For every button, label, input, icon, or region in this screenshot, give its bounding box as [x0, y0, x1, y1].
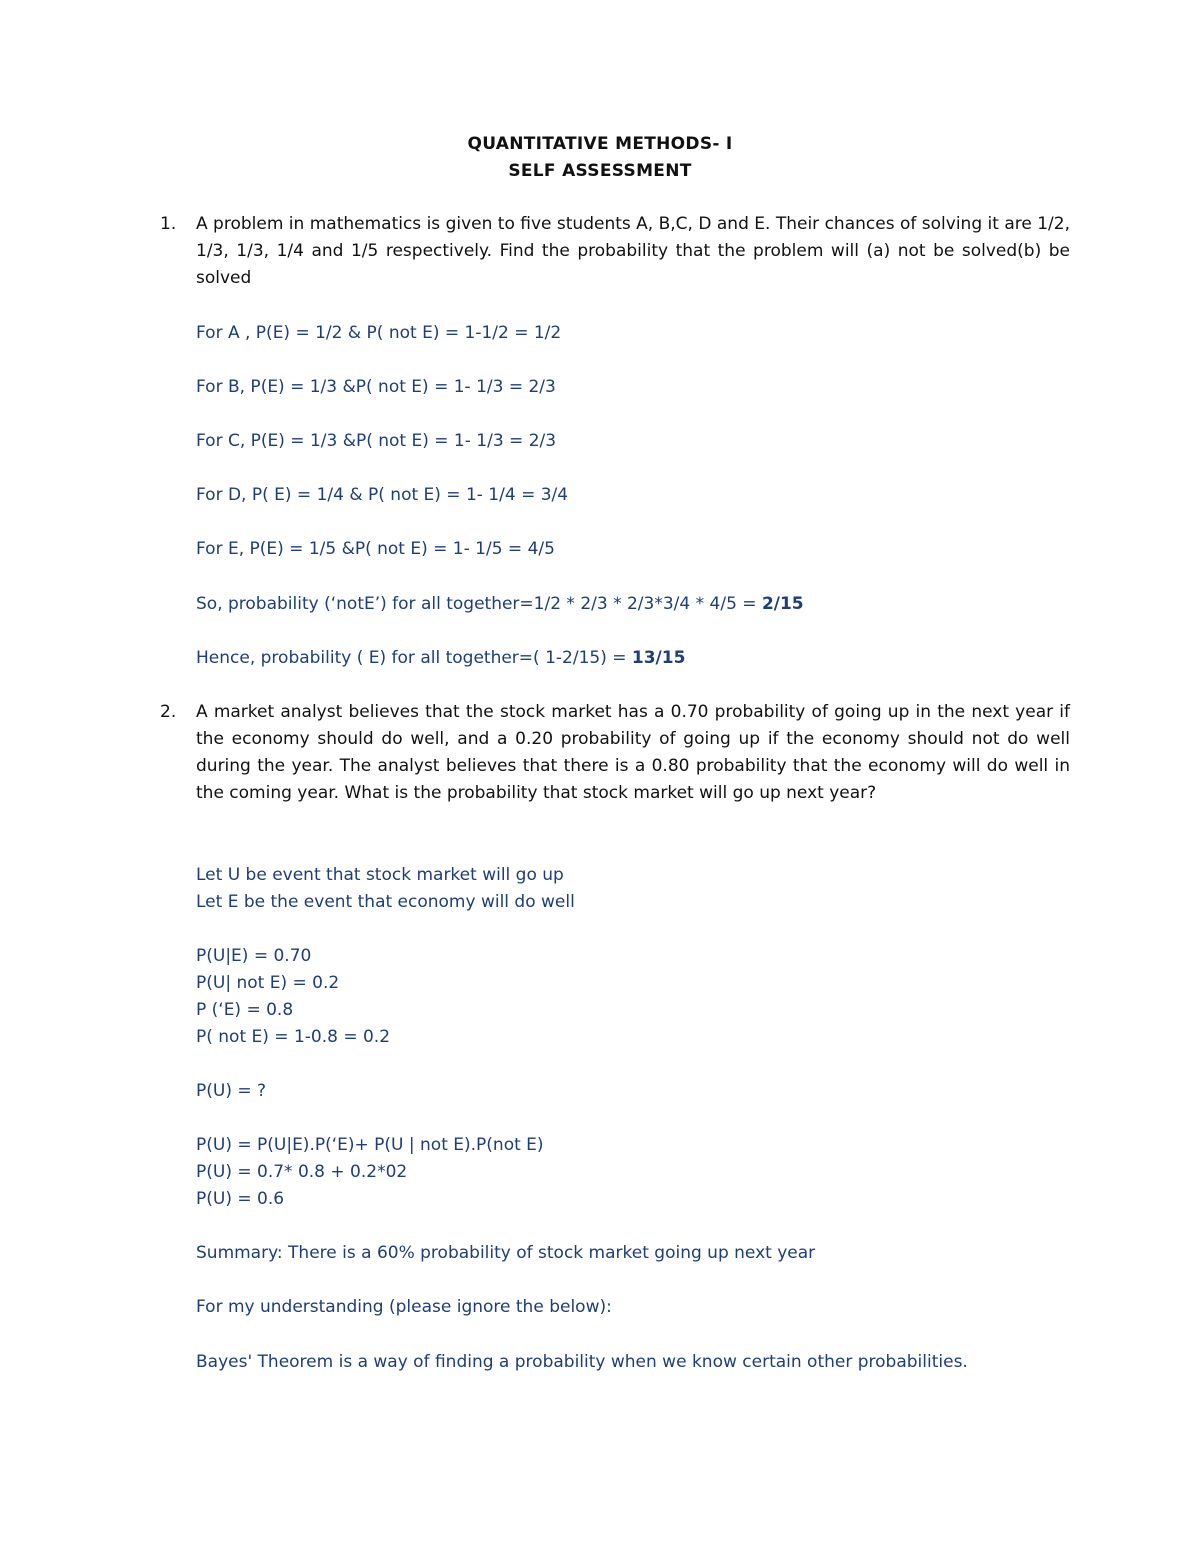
given-3: P (‘E) = 0.8 [196, 1000, 294, 1020]
question-1-text: A problem in mathematics is given to five students A, B,C, D and E. Their chances of solving it are 1/2, 1/3, 1/3, 1/4 and 1/5 respectively. Find the probability that the problem will (a) not be solved(b) be solved [196, 214, 1070, 288]
definition-u: Let U be event that stock market will go up [196, 865, 564, 885]
answer-line-d: For D, P( E) = 1/4 & P( not E) = 1- 1/4 = 3/4 [196, 485, 569, 505]
answer-line-c: For C, P(E) = 1/3 &P( not E) = 1- 1/3 = 2/3 [196, 431, 557, 451]
given-4: P( not E) = 1-0.8 = 0.2 [196, 1027, 391, 1047]
answer-line-e: For E, P(E) = 1/5 &P( not E) = 1- 1/5 = 4/5 [196, 539, 555, 559]
step-2: P(U) = 0.7* 0.8 + 0.2*02 [196, 1162, 408, 1182]
question-2-text: A market analyst believes that the stock market has a 0.70 probability of going up in the next year if the economy should do well, and a 0.20 probability of going up if the economy should not do well during the year. The analyst believes that there is a 0.80 probability that the economy will do well in the coming year. What is the probability that stock market will go up next year? [196, 702, 1070, 803]
definition-e: Let E be the event that economy will do well [196, 892, 575, 912]
summary-text: Summary: There is a 60% probability of stock market going up next year [196, 1243, 816, 1263]
document-title: QUANTITATIVE METHODS- I [467, 134, 733, 154]
step-3: P(U) = 0.6 [196, 1189, 285, 1209]
step-1: P(U) = P(U|E).P(‘E)+ P(U | not E).P(not E) [196, 1135, 544, 1155]
answer-line-b: For B, P(E) = 1/3 &P( not E) = 1- 1/3 = 2/3 [196, 377, 556, 397]
answer-not-solved-text: So, probability (‘notE’) for all together=1/2 * 2/3 * 2/3*3/4 * 4/5 = [196, 594, 762, 614]
document-subtitle: SELF ASSESSMENT [508, 161, 692, 181]
answer-solved-result: 13/15 [631, 648, 686, 668]
answer-solved [196, 645, 685, 672]
answer-not-solved [196, 591, 804, 618]
given-2: P(U| not E) = 0.2 [196, 973, 340, 993]
question-1-number: 1. [160, 214, 177, 234]
bayes-text: Bayes' Theorem is a way of finding a probability when we know certain other probabilities. [196, 1352, 968, 1372]
answer-not-solved-result: 2/15 [761, 594, 804, 614]
given-1: P(U|E) = 0.70 [196, 946, 312, 966]
answer-solved-text: Hence, probability ( E) for all together=( 1-2/15) = [196, 648, 632, 668]
note-text: For my understanding (please ignore the below): [196, 1297, 612, 1317]
find-expression: P(U) = ? [196, 1081, 267, 1101]
question-2-number: 2. [160, 702, 177, 722]
answer-line-a: For A , P(E) = 1/2 & P( not E) = 1-1/2 = 1/2 [196, 323, 562, 343]
